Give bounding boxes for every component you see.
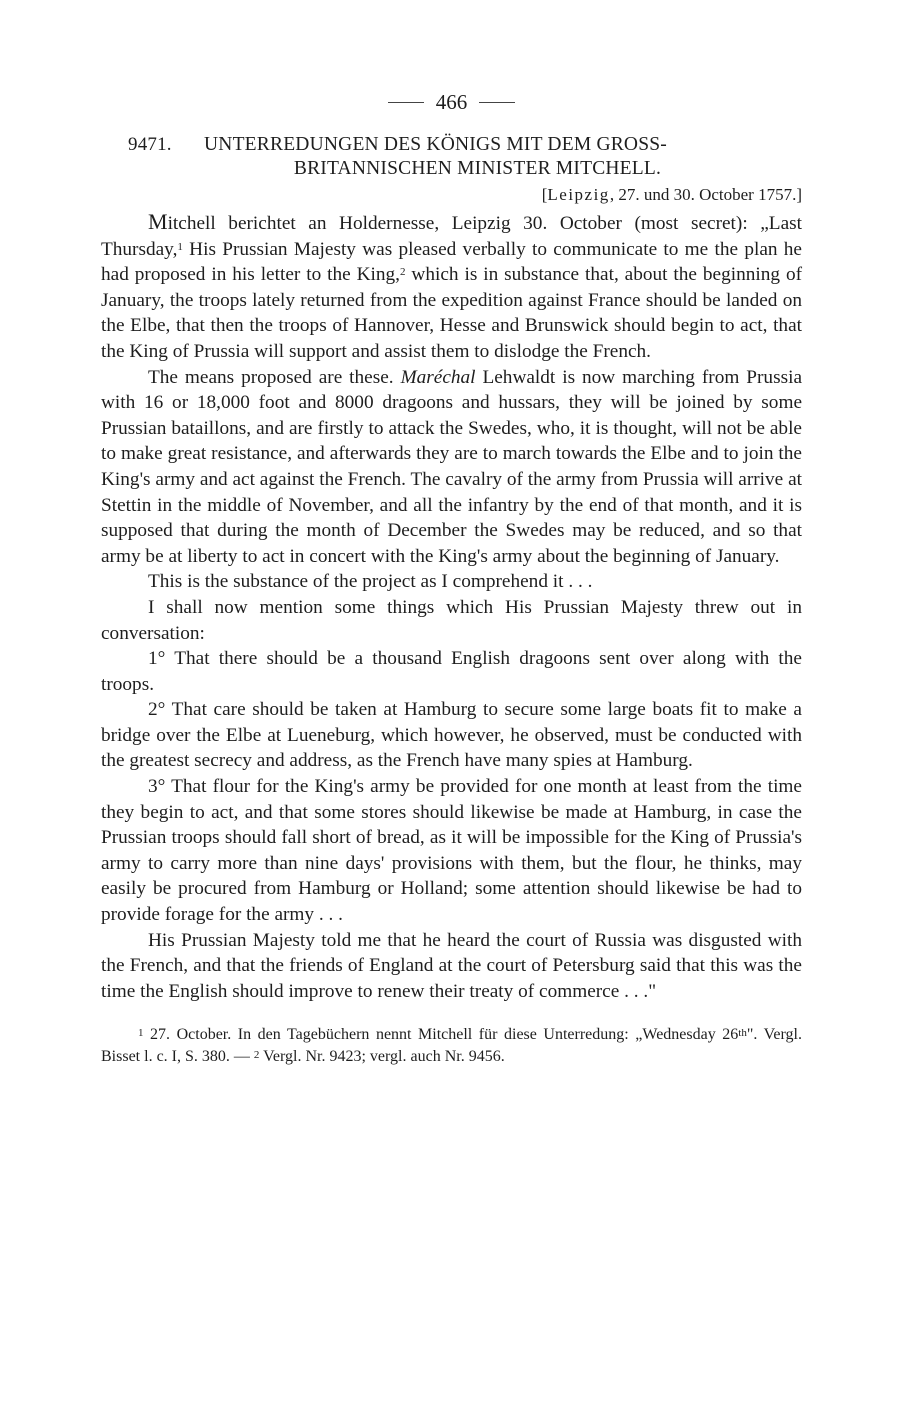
heading-line-1 [101, 133, 802, 157]
dash-right [479, 102, 515, 103]
footnote-2-text: Vergl. Nr. 9423; vergl. auch Nr. 9456. [259, 1048, 505, 1066]
title-line-2: BRITANNISCHEN MINISTER MITCHELL. [293, 158, 662, 179]
footnote-1-text: 27. October. In den Tagebüchern nennt Mitchell für diese Unterredung: „Wednesday 26 [143, 1026, 739, 1044]
paragraph-2-italic: Maréchal [400, 366, 476, 388]
dateline: [Leipzig, 27. und 30. October 1757.] [541, 185, 802, 204]
paragraph-2-text-a: The means proposed are these. [148, 366, 401, 388]
dateline-date: , 27. und 30. October 1757. [609, 185, 797, 204]
paragraph-4: I shall now mention some things which His Prussian Majesty threw out in conversation: [101, 596, 802, 644]
footnote-mark-2: 2 [253, 1049, 260, 1062]
title-line-1: UNTERREDUNGEN DES KÖNIGS MIT DEM GROSS- [204, 134, 667, 155]
paragraph-2-text-b: Lehwaldt is now marching from Prussia with 16 or 18,000 foot and 8000 dragoons and hussars, they will be joined by some Prussian bataillons, and are firstly to attack the Swedes, who, it is thought, will not be able to make great resistance, and afterwards they are to march towards the Elbe and to join the King's army and act against the French. The cavalry of the army from Prussia will arrive at Stettin in the middle of November, and all the infantry by the end of that month, and it is supposed that during the month of December the Swedes may be reduced, and so that army be at liberty to act in concert with the King's army about the beginning of January. [101, 366, 802, 567]
dateline-place: Leipzig [547, 185, 610, 204]
paragraph-1-text-c: which is in substance that, about the beginning of January, the troops lately returned from the expedition against France should be landed on the Elbe, that then the troops of Hannover, Hesse and Brunswick should begin to act, that the King of Prussia will support and assist them to dislodge the French. [101, 264, 803, 362]
footnote-1-text-b: ". Vergl. Bisset l. c. I, S. 380. — [101, 1026, 802, 1066]
document-number: 9471. [128, 134, 172, 155]
page-number: 466 [435, 89, 468, 114]
paragraph-8: His Prussian Majesty told me that he heard the court of Russia was disgusted with the French, and that the friends of England at the court of Petersburg said that this was the time the English should improve to renew their treaty of commerce . . ." [101, 929, 802, 1002]
paragraph-3: This is the substance of the project as I comprehend it . . . [148, 571, 593, 593]
paragraph-5: 1° That there should be a thousand English dragoons sent over along with the troops. [101, 648, 802, 695]
paragraph-6: 2° That care should be taken at Hamburg to secure some large boats fit to make a bridge over the Elbe at Lueneburg, which however, he observed, must be conducted with the greatest secrecy and address, as the French have many spies at Hamburg. [101, 699, 802, 772]
paragraph-1 [101, 209, 802, 365]
footnote-mark-1: 1 [138, 1027, 144, 1040]
footnote-1-superscript: th [738, 1027, 747, 1040]
dash-left [388, 102, 424, 103]
report-body [101, 209, 802, 1004]
footnote-ref-2: 2 [400, 266, 406, 279]
document-heading [101, 133, 802, 181]
page-header [101, 84, 802, 120]
paragraph-1-text-a: Mitchell berichtet an Holdernesse, Leipzig 30. October (most secret): „Last Thursday, [101, 209, 802, 260]
footnote-ref-1: 1 [177, 240, 183, 253]
footnote-1 [101, 1024, 802, 1068]
document-page [101, 84, 802, 1068]
paragraph-7: 3° That flour for the King's army be provided for one month at least from the time they begin to act, and that some stores should likewise be made at Hamburg, in case the Prussian troops should fall short of bread, as it will be impossible for the King of Prussia's army to carry more than nine days' provisions with them, but the flour, he thinks, may easily be procured from Hamburg or Holland; some attention should likewise be had to provide forage for the army . . . [101, 776, 802, 926]
footnotes [101, 1024, 802, 1068]
paragraph-2 [101, 365, 802, 570]
paragraph-1-text-b: His Prussian Majesty was pleased verbally to communicate to me the plan he had proposed in his letter to the King, [101, 238, 802, 286]
